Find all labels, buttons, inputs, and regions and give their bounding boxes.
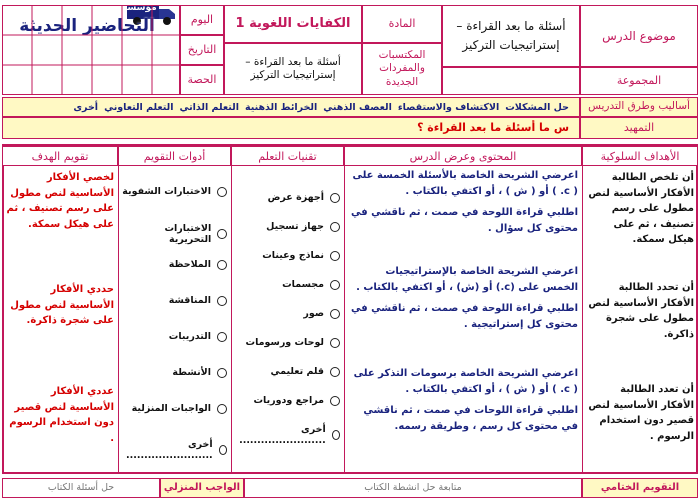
method-item: التعلم الذاتي — [179, 101, 239, 113]
evaluation-item: لخصي الأفكار الأساسية لنص مطول على رسم تصنيف ، ثم على هيكل سمكة. — [6, 172, 114, 230]
date-label: التاريخ — [180, 35, 224, 65]
method-item: العصف الذهني — [323, 101, 392, 113]
radio-circle-icon — [217, 187, 227, 197]
day-label: اليوم — [180, 5, 224, 35]
radio-circle-icon — [217, 368, 227, 378]
method-item: التعلم التعاوني — [104, 101, 174, 113]
period-label: الحصة — [180, 65, 224, 95]
technique-option[interactable]: لوحات ورسومات — [236, 337, 340, 348]
teaching-methods-row — [2, 97, 580, 117]
objective-item: أن تعدد الطالبة الأفكار الأساسية لنص قصير دون استخدام الرسوم . — [588, 384, 694, 442]
content-paragraph: اعرضي الشريحة الخاصة بالإستراتيجيات الخمس على (c.) أو (ش) ، أو اكتفي بالكتاب . — [356, 266, 578, 293]
content-paragraph: اعرضي الشريحة الخاصة بالأسئلة الخمسة على ( c. ) أو ( ش ) ، أو اكتفي بالكتاب . — [352, 170, 578, 197]
col-divider — [344, 166, 345, 474]
col-tools-header: أدوات التقويم — [118, 146, 231, 166]
col-divider — [118, 166, 119, 474]
group-label: المجموعة — [580, 67, 698, 95]
method-item: الخرائط الذهنية — [244, 101, 318, 113]
radio-circle-icon — [330, 396, 340, 406]
radio-circle-icon — [217, 404, 227, 414]
method-item: حل المشكلات — [505, 101, 569, 113]
schedule-grid — [2, 5, 180, 95]
topic-label: موضوع الدرس — [580, 5, 698, 67]
final-eval-label: التقويم الختامي — [582, 478, 698, 498]
lesson-name-small: أسئلة ما بعد القراءة – إستراتيجيات التركيز — [224, 43, 362, 95]
radio-circle-icon — [330, 280, 340, 290]
subject-label: المادة — [362, 5, 442, 43]
tool-option[interactable]: الأنشطة — [122, 367, 227, 378]
radio-circle-icon — [330, 193, 340, 203]
col-divider — [231, 166, 232, 474]
col-evaluation-header: تقويم الهدف — [2, 146, 118, 166]
tool-option[interactable]: الاختبارات الشفوية — [122, 186, 227, 197]
col-content-header: المحتوى وعرض الدرس — [344, 146, 582, 166]
topic-value: أسئلة ما بعد القراءة – إستراتيجيات التركيز — [442, 5, 580, 67]
technique-option[interactable]: جهاز تسجيل — [236, 221, 340, 232]
tool-option[interactable]: المناقشة — [122, 295, 227, 306]
content-paragraph: اطلبي قراءة اللوحة في صمت ، ثم ناقشي في محتوى كل سؤال . — [350, 207, 578, 234]
objective-item: أن تحدد الطالبة الأفكار الأساسية لنص مطول على شجرة ذاكرة. — [588, 282, 694, 340]
col-techniques-header: تقنيات التعلم — [231, 146, 344, 166]
radio-circle-icon — [330, 251, 340, 261]
content-paragraph: اطلبي قراءة اللوحات في صمت ، ثم ناقشي في محتوى كل رسم ، وطريقة رسمه. — [363, 405, 578, 432]
col-divider — [582, 166, 583, 474]
tool-option[interactable]: الواجبات المنزلية — [122, 403, 227, 414]
technique-option[interactable]: مراجع ودوريات — [236, 395, 340, 406]
group-value — [442, 67, 580, 95]
tool-option[interactable]: أخرى ........................ — [122, 439, 227, 461]
method-item: أخرى — [73, 101, 99, 113]
content-block — [350, 264, 578, 332]
radio-circle-icon — [219, 445, 227, 455]
competency-title: الكفايات اللغوية 1 — [224, 5, 362, 43]
radio-circle-icon — [217, 296, 227, 306]
intro-text: س ما أسئلة ما بعد القراءة ؟ — [2, 117, 580, 139]
tool-option[interactable]: الاختبارات التحريرية — [122, 223, 227, 245]
evaluation-item: عددي الأفكار الأساسية لنص قصير دون استخدام الرسوم . — [9, 386, 114, 444]
content-paragraph: اطلبي قراءة اللوحة في صمت ، ثم ناقشي في محتوى كل إستراتيجية . — [350, 303, 578, 330]
acquisitions-label: المكتسبات والمفردات الجديدة — [362, 43, 442, 95]
activities-text: متابعة حل انشطة الكتاب — [244, 478, 582, 498]
homework-label: الواجب المنزلي — [160, 478, 244, 498]
logo-line1: مؤسسة — [122, 3, 157, 13]
technique-option[interactable]: قلم تعليمي — [236, 366, 340, 377]
radio-circle-icon — [332, 430, 340, 440]
technique-option[interactable]: نماذج وعينات — [236, 250, 340, 261]
col-objectives-header: الأهداف السلوكية — [582, 146, 698, 166]
content-paragraph: اعرضي الشريحة الخاصة برسومات التذكر على ( c. ) أو ( ش ) ، أو اكتفي بالكتاب . — [353, 368, 578, 395]
evaluation-item: حددي الأفكار الأساسية لنص مطول على شجرة ذاكرة. — [10, 284, 114, 326]
technique-option[interactable]: أجهزة عرض — [236, 192, 340, 203]
tool-option[interactable]: الملاحظة — [122, 259, 227, 270]
content-block — [350, 168, 578, 236]
radio-circle-icon — [330, 222, 340, 232]
objective-item: أن تلخص الطالبة الأفكار الأساسية لنص مطول على رسم تصنيف ، ثم على هيكل سمكة. — [588, 172, 694, 245]
technique-option[interactable]: أخرى ........................ — [236, 424, 340, 446]
content-block — [350, 366, 578, 434]
teaching-methods-label: أساليب وطرق التدريس — [580, 97, 698, 117]
radio-circle-icon — [217, 332, 227, 342]
logo-line2: التحاضير الحديثة — [19, 16, 155, 36]
technique-option[interactable]: صور — [236, 308, 340, 319]
radio-circle-icon — [330, 309, 340, 319]
radio-circle-icon — [330, 338, 340, 348]
homework-text: حل أسئلة الكتاب — [2, 478, 160, 498]
radio-circle-icon — [217, 260, 227, 270]
technique-option[interactable]: مجسمات — [236, 279, 340, 290]
intro-label: التمهيد — [580, 117, 698, 139]
method-item: الاكتشاف والاستقصاء — [397, 101, 500, 113]
tool-option[interactable]: التدريبات — [122, 331, 227, 342]
radio-circle-icon — [330, 367, 340, 377]
radio-circle-icon — [217, 229, 227, 239]
